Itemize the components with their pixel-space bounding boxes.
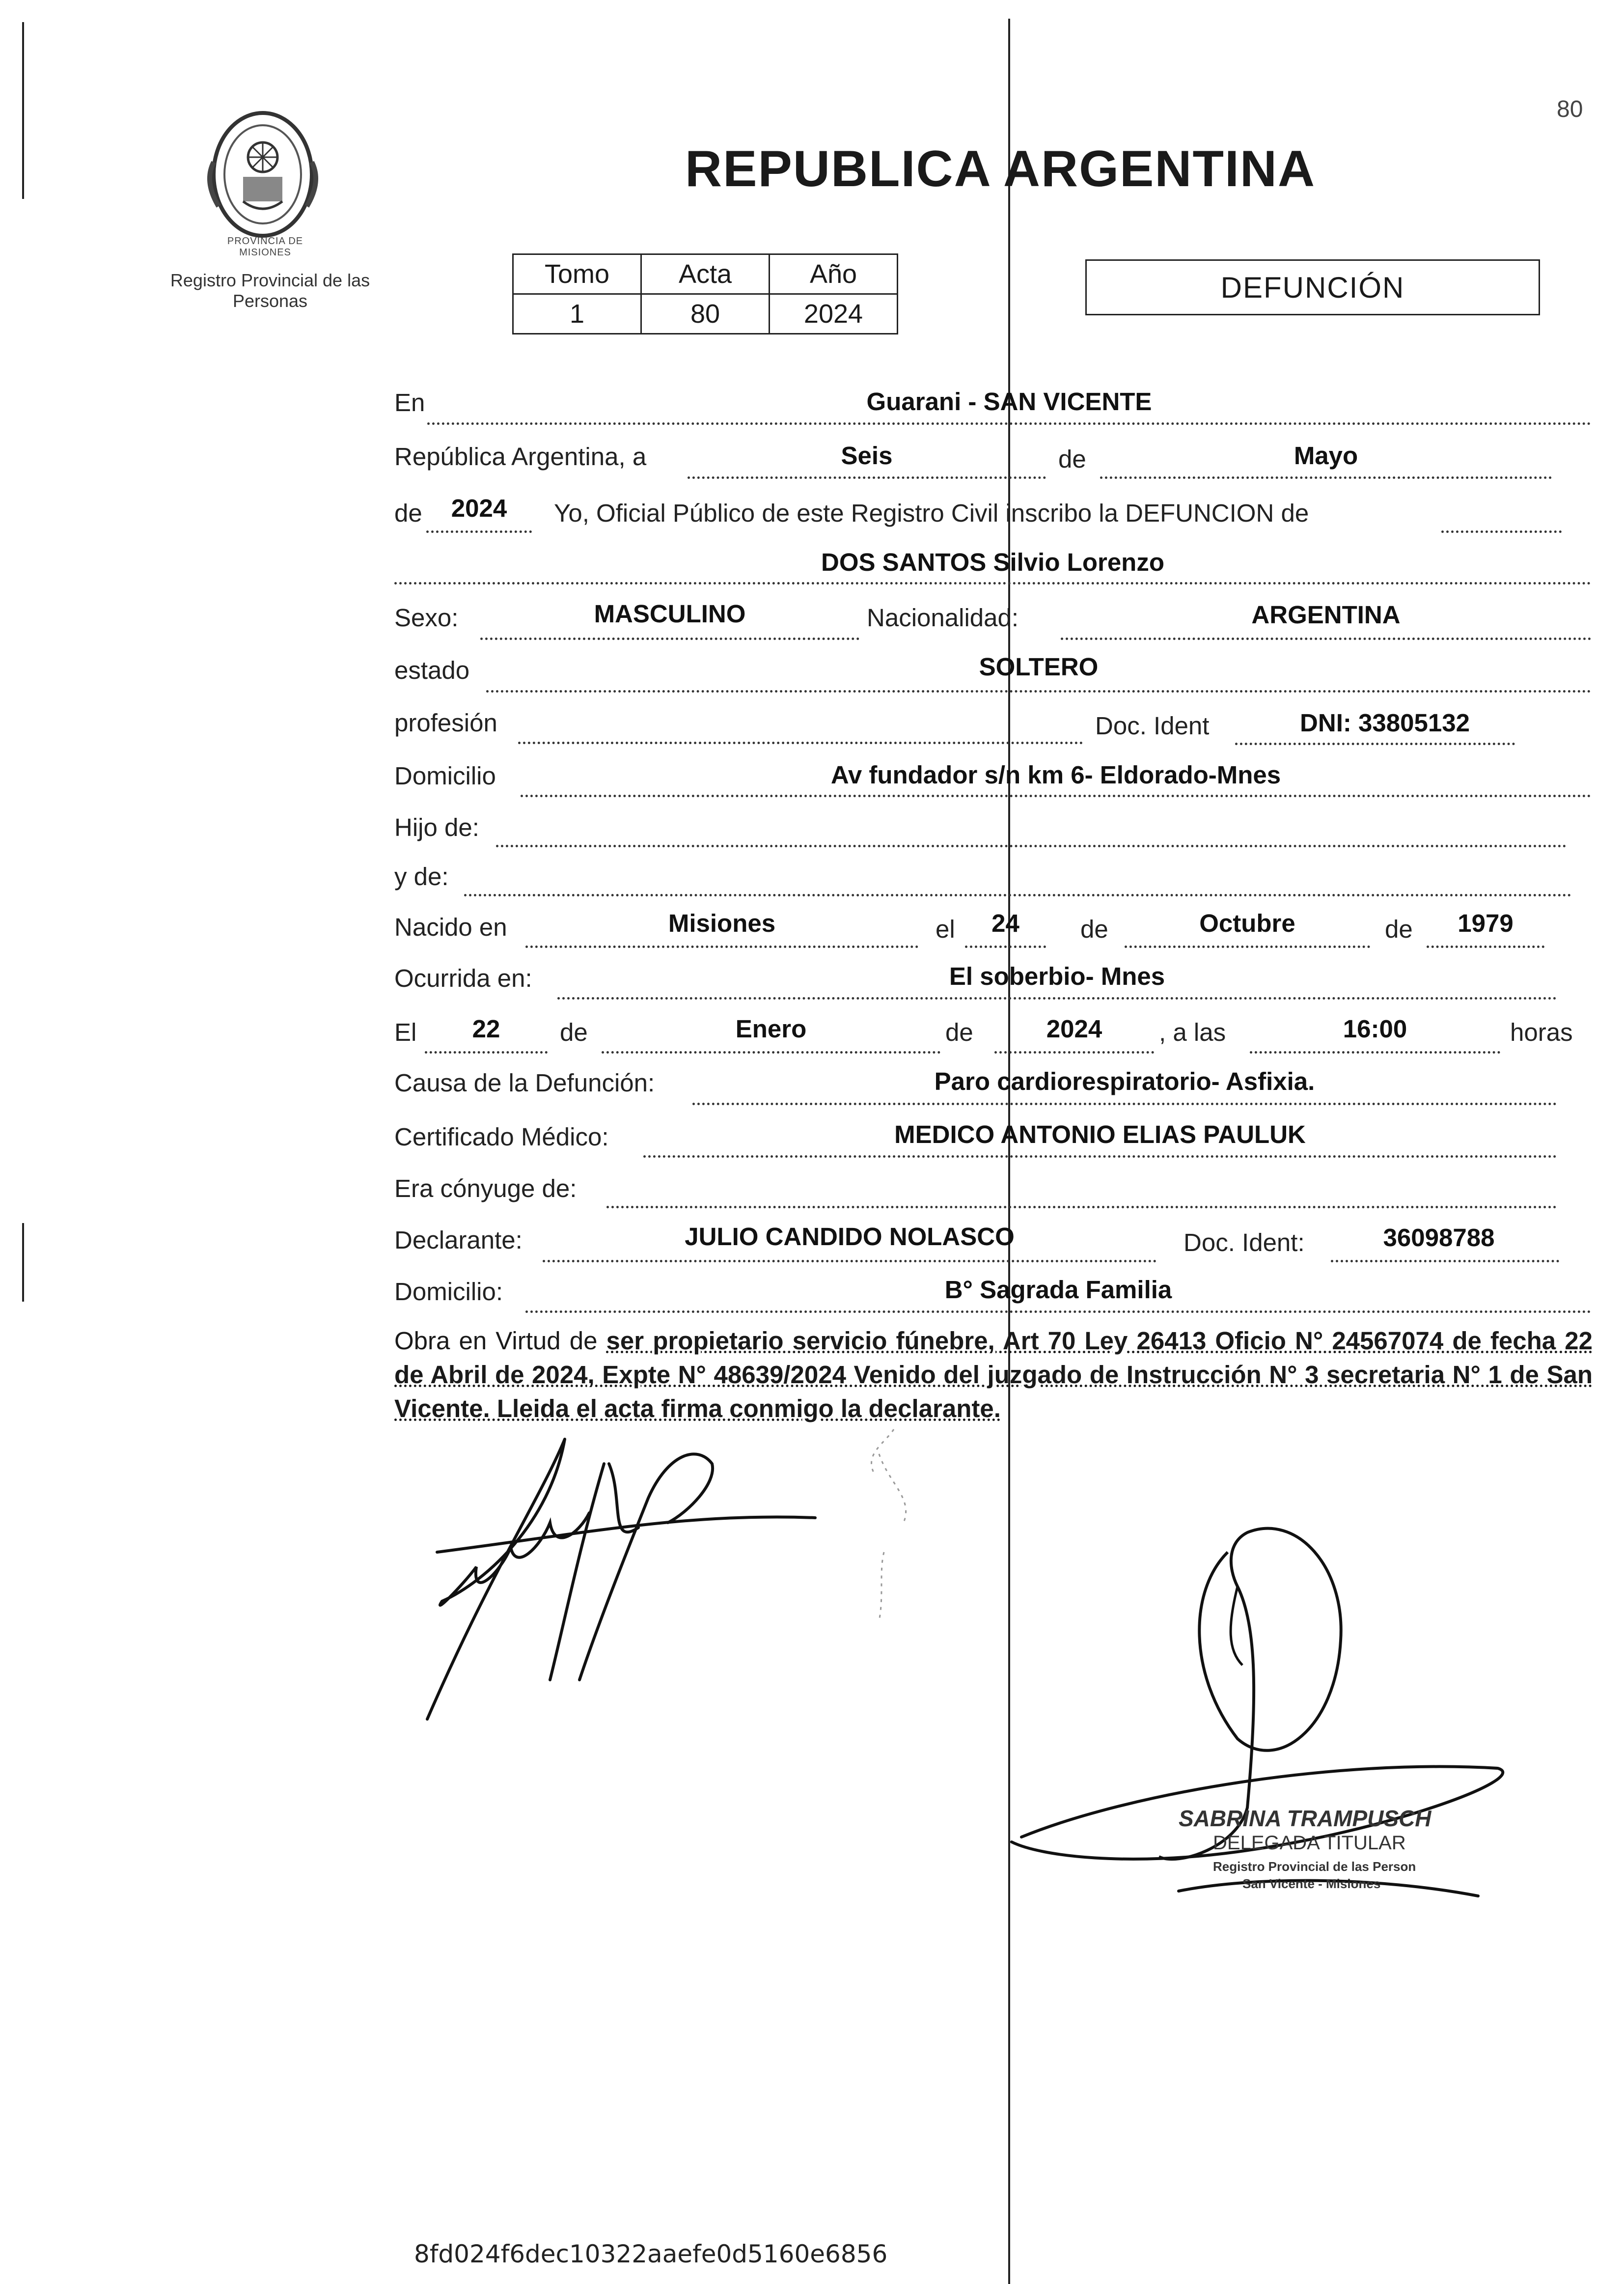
label-de: de xyxy=(560,1018,588,1046)
label-estado: estado xyxy=(394,656,470,684)
dotted-line xyxy=(480,638,859,640)
label-el: el xyxy=(936,915,955,943)
label-el: El xyxy=(394,1018,417,1046)
dotted-line xyxy=(1125,946,1370,948)
seal-text: PROVINCIA DE MISIONES xyxy=(227,236,303,258)
label-de: de xyxy=(394,499,422,527)
label-republica: República Argentina, a xyxy=(394,443,647,471)
obra-text: ser propietario servicio fúnebre, Art 70 Ley 26413 Oficio N° 24567074 de fecha 22 de Abril de 2024, Expte N° 48639/2024 Venido del juzgado de Instrucción N° 3 secretaria N° 1 de San Vicente. Lleida el acta firma conmigo la declarante. xyxy=(394,1327,1593,1422)
label-de: de xyxy=(1058,445,1086,473)
field-nombre: DOS SANTOS Silvio Lorenzo xyxy=(821,548,1164,576)
registry-value: 80 xyxy=(641,294,770,334)
dotted-line xyxy=(525,1310,1591,1313)
label-certificado: Certificado Médico: xyxy=(394,1123,609,1151)
page-number: 80 xyxy=(1557,96,1583,122)
label-profesion: profesión xyxy=(394,709,497,737)
registry-header: Acta xyxy=(641,254,770,294)
registry-header: Tomo xyxy=(513,254,641,294)
label-de: de xyxy=(1385,915,1413,943)
margin-line xyxy=(22,1223,24,1302)
label-nacionalidad: Nacionalidad: xyxy=(867,604,1019,632)
label-de: de xyxy=(1080,915,1108,943)
field-causa: Paro cardiorespiratorio- Asfixia. xyxy=(934,1067,1315,1095)
dotted-line xyxy=(1061,638,1591,640)
dotted-line xyxy=(602,1051,940,1054)
field-lugar: Guarani - SAN VICENTE xyxy=(866,388,1152,416)
label-y-de: y de: xyxy=(394,863,449,891)
registry-value: 1 xyxy=(513,294,641,334)
label-declarante: Declarante: xyxy=(394,1226,523,1254)
field-def-anio: 2024 xyxy=(1046,1015,1102,1043)
label-yo: Yo, Oficial Público de este Registro Civil inscribo la DEFUNCION de xyxy=(554,499,1309,527)
field-nac-anio: 1979 xyxy=(1458,909,1514,937)
field-doc-ident: DNI: 33805132 xyxy=(1300,709,1470,737)
dotted-line xyxy=(426,530,532,533)
registry-value: 2024 xyxy=(770,294,898,334)
field-def-hora: 16:00 xyxy=(1343,1015,1407,1043)
field-nacionalidad: ARGENTINA xyxy=(1251,601,1401,629)
label-horas: horas xyxy=(1510,1018,1573,1046)
label-conyuge: Era cónyuge de: xyxy=(394,1174,577,1202)
registry-table xyxy=(512,253,898,334)
stamp-place: San Vicente - Misiones xyxy=(1242,1876,1381,1891)
label-de: de xyxy=(945,1018,973,1046)
declarant-signature-icon xyxy=(393,1424,1031,1793)
dotted-line xyxy=(486,690,1591,693)
label-domicilio: Domicilio xyxy=(394,762,496,790)
label-doc-ident-2: Doc. Ident: xyxy=(1184,1228,1305,1256)
dotted-line xyxy=(525,946,918,948)
field-dia: Seis xyxy=(841,442,893,470)
document-hash: 8fd024f6dec10322aaefe0d5160e6856 xyxy=(414,2240,888,2268)
dotted-line xyxy=(557,997,1557,1000)
field-mes: Mayo xyxy=(1294,442,1358,470)
obra-paragraph xyxy=(394,1324,1593,1425)
field-def-mes: Enero xyxy=(735,1015,807,1043)
label-en: En xyxy=(394,389,425,417)
dotted-line xyxy=(521,795,1591,797)
dotted-line xyxy=(427,422,1591,425)
dotted-line xyxy=(1331,1260,1559,1262)
field-ocurrida-en: El soberbio- Mnes xyxy=(949,962,1165,990)
stamp-office: Registro Provincial de las Person xyxy=(1213,1859,1416,1874)
label-ocurrida-en: Ocurrida en: xyxy=(394,964,532,992)
label-causa: Causa de la Defunción: xyxy=(394,1069,655,1097)
dotted-line xyxy=(543,1260,1156,1262)
registry-label: Registro Provincial de las Personas xyxy=(170,270,370,311)
dotted-line xyxy=(1235,743,1515,745)
field-declarante-doc: 36098788 xyxy=(1383,1224,1495,1252)
page-title: REPUBLICA ARGENTINA xyxy=(685,140,1316,197)
dotted-line xyxy=(1250,1051,1500,1054)
registry-header: Año xyxy=(770,254,898,294)
act-type-box: DEFUNCIÓN xyxy=(1085,259,1540,315)
dotted-line xyxy=(1100,476,1552,479)
label-a-las: , a las xyxy=(1159,1018,1226,1046)
field-def-dia: 22 xyxy=(472,1015,500,1043)
field-certificado: MEDICO ANTONIO ELIAS PAULUK xyxy=(894,1120,1306,1148)
stamp-role: DELEGADA TITULAR xyxy=(1213,1832,1406,1854)
label-hijo-de: Hijo de: xyxy=(394,813,479,841)
dotted-line xyxy=(425,1051,548,1054)
dotted-line xyxy=(518,742,1083,744)
field-nac-dia: 24 xyxy=(991,909,1019,937)
label-sexo: Sexo: xyxy=(394,604,459,632)
stamp-name: SABRINA TRAMPUSCH xyxy=(1179,1806,1431,1831)
dotted-line xyxy=(994,1051,1154,1054)
label-domicilio-2: Domicilio: xyxy=(394,1278,503,1306)
field-sexo: MASCULINO xyxy=(594,600,746,628)
margin-line xyxy=(22,22,24,199)
dotted-line xyxy=(496,845,1567,847)
dotted-line xyxy=(643,1155,1557,1158)
dotted-line xyxy=(692,1103,1557,1105)
dotted-line xyxy=(1427,946,1544,948)
field-anio: 2024 xyxy=(451,494,507,522)
obra-prefix: Obra en Virtud de xyxy=(394,1327,606,1355)
dotted-line xyxy=(1441,530,1562,533)
field-estado: SOLTERO xyxy=(979,653,1099,681)
province-seal-icon xyxy=(199,103,327,251)
dotted-line xyxy=(606,1206,1557,1208)
field-domicilio: Av fundador s/n km 6- Eldorado-Mnes xyxy=(830,761,1281,789)
label-doc-ident: Doc. Ident xyxy=(1095,712,1210,740)
field-nacido-en: Misiones xyxy=(668,909,776,937)
field-nac-mes: Octubre xyxy=(1199,909,1295,937)
field-declarante-domicilio: B° Sagrada Familia xyxy=(944,1276,1172,1304)
dotted-line xyxy=(464,894,1571,896)
dotted-line xyxy=(965,946,1046,948)
label-nacido-en: Nacido en xyxy=(394,913,507,941)
dotted-line xyxy=(394,582,1591,585)
dotted-line xyxy=(688,476,1046,479)
field-declarante: JULIO CANDIDO NOLASCO xyxy=(685,1223,1015,1251)
